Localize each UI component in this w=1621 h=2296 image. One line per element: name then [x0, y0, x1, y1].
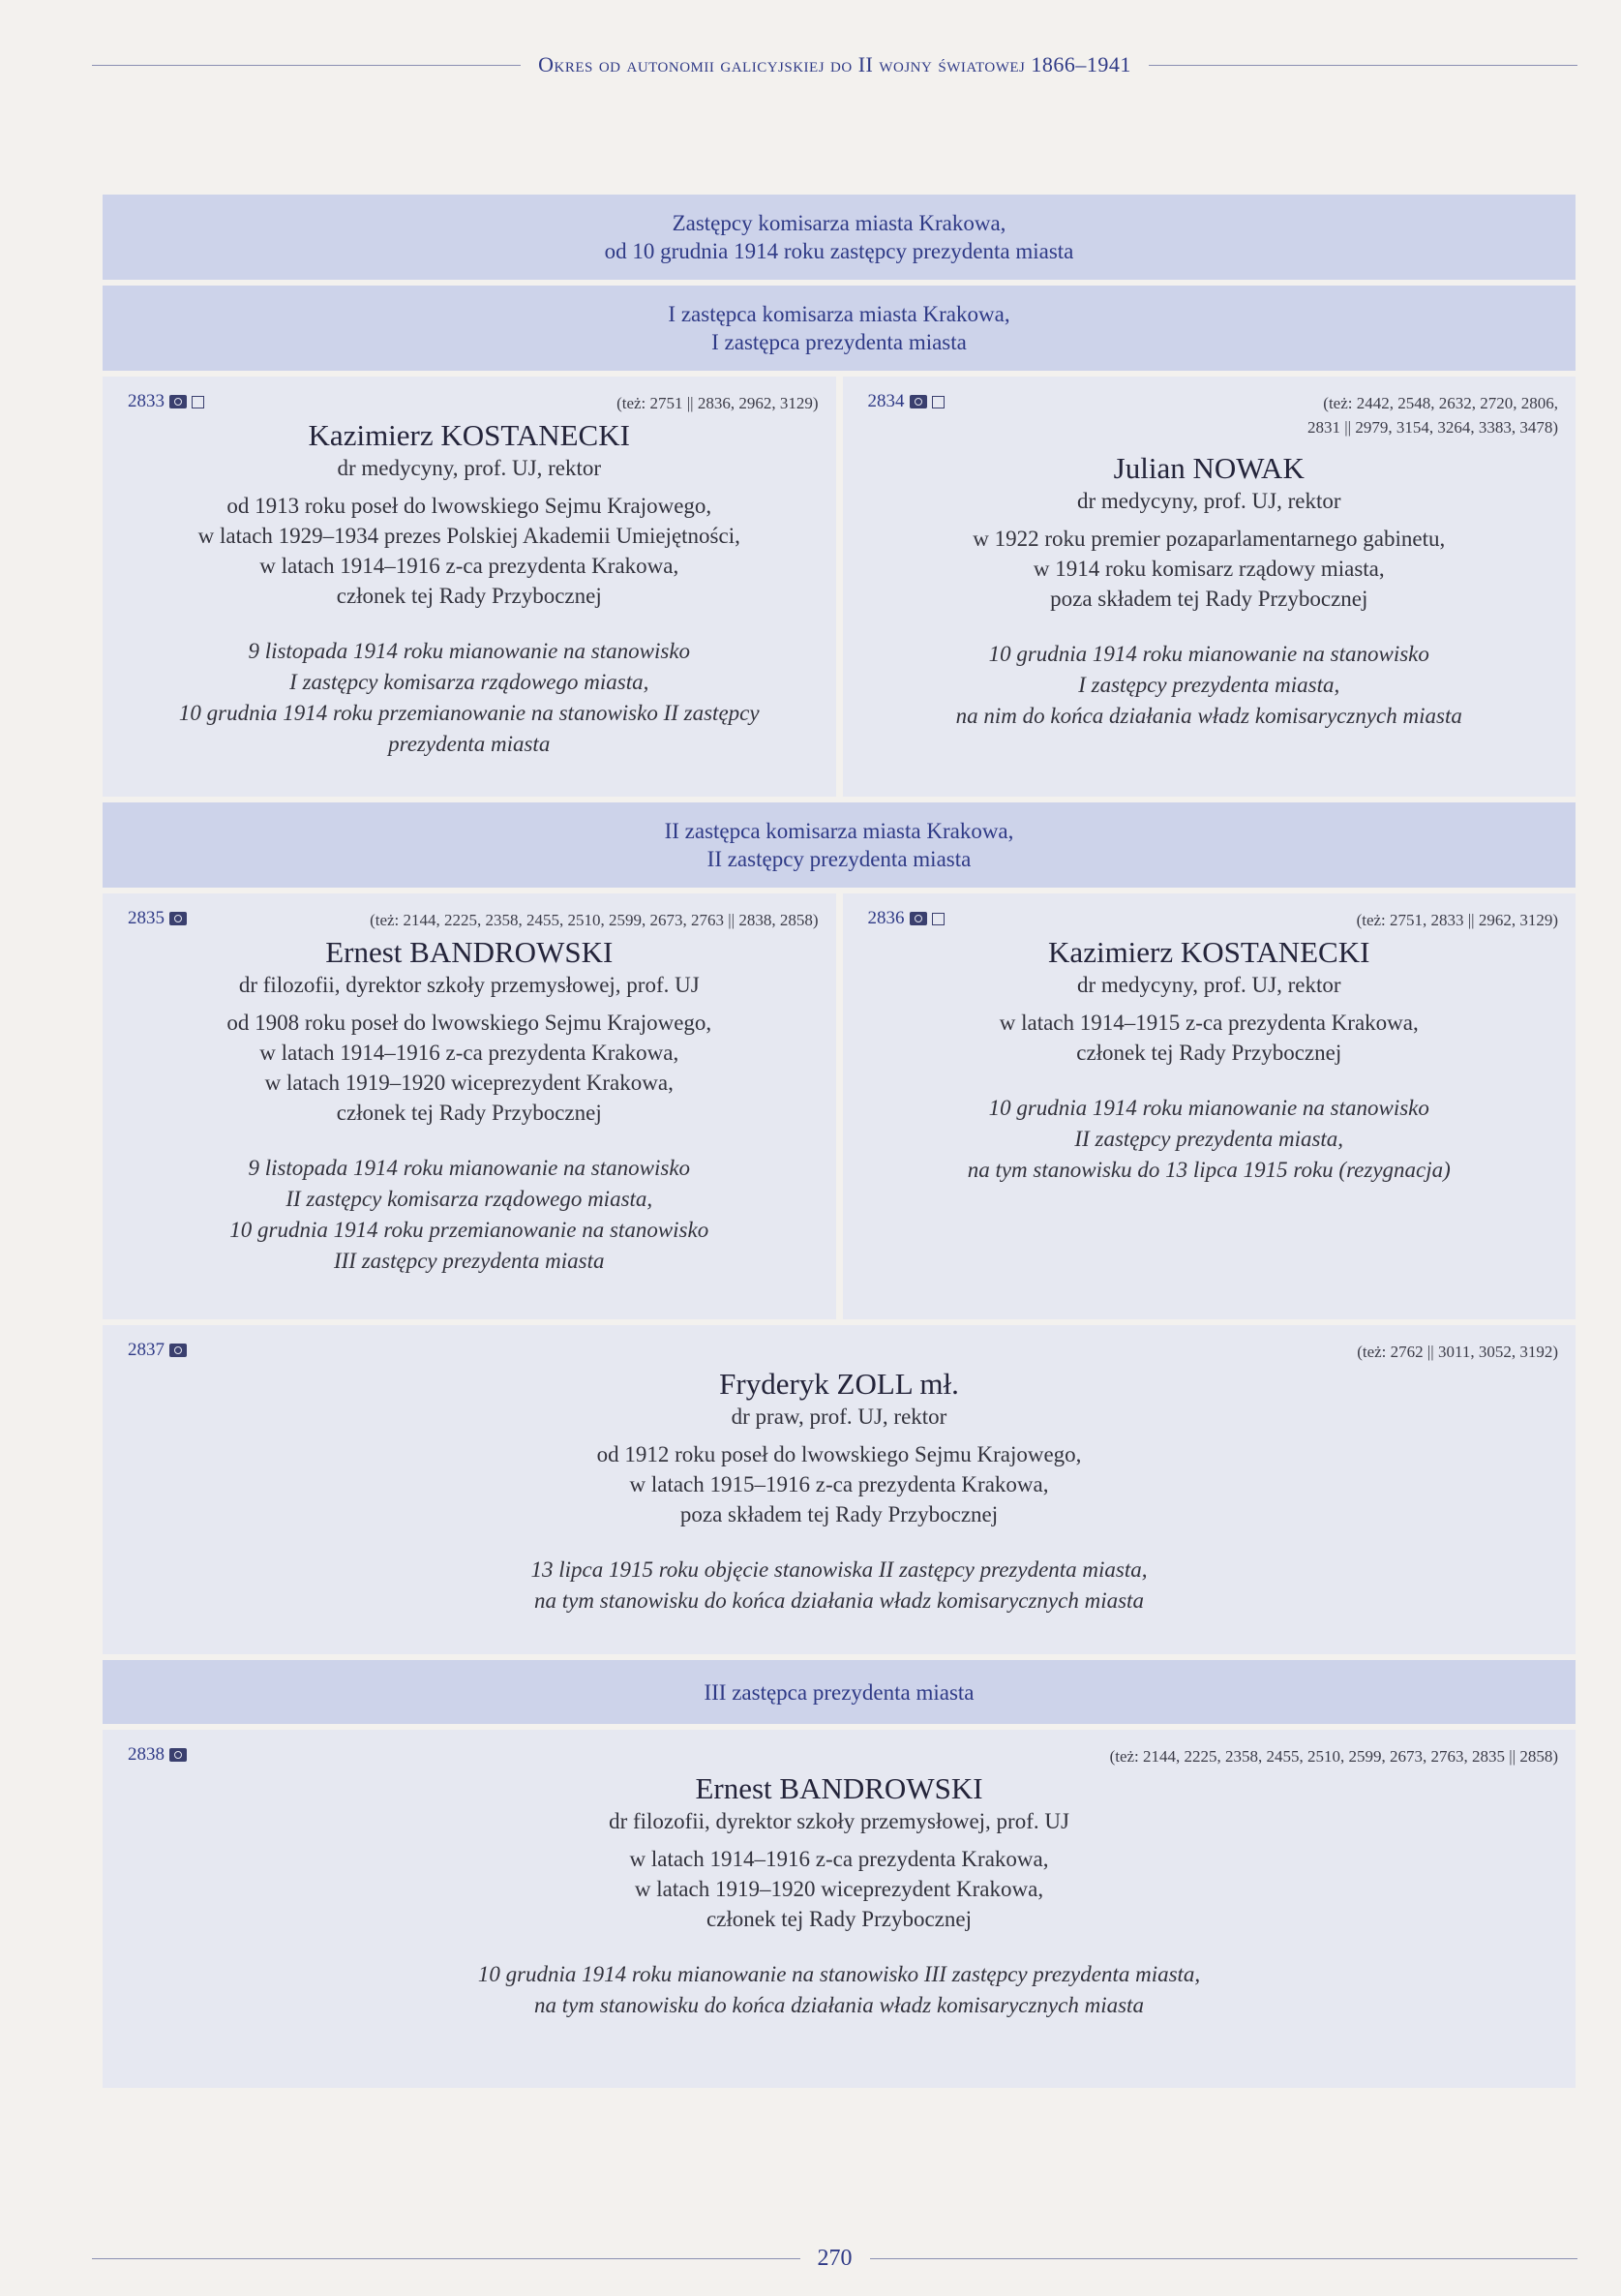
band-line: Zastępcy komisarza miasta Krakowa,	[672, 211, 1006, 235]
appointment-note: 13 lipca 1915 roku objęcie stanowiska II zastępcy prezydenta miasta, na tym stanowisku do końca działania władz komisarycznych miasta	[530, 1557, 1148, 1613]
cross-reference: (też: 2144, 2225, 2358, 2455, 2510, 2599, 2673, 2763 || 2838, 2858)	[370, 911, 819, 929]
section-band-deputies	[103, 195, 1576, 280]
appointment-note: 9 listopada 1914 roku mianowanie na stanowisko II zastępcy komisarza rządowego miasta, 10 grudnia 1914 roku przemianowanie na stanowisko III zastępcy prezydenta miasta	[229, 1156, 709, 1273]
header-rule-right	[1149, 65, 1577, 66]
person-description: w latach 1914–1915 z-ca prezydenta Krakowa, członek tej Rady Przybocznej	[999, 1011, 1419, 1065]
camera-icon	[169, 395, 187, 408]
appointment-note: 9 listopada 1914 roku mianowanie na stanowisko I zastępcy komisarza rządowego miasta, 10 grudnia 1914 roku przemianowanie na stanowisko II zastępcy prezydenta miasta	[178, 639, 760, 756]
appointment-note: 10 grudnia 1914 roku mianowanie na stanowisko III zastępcy prezydenta miasta, na tym stanowisku do końca działania władz komisarycznych miasta	[477, 1962, 1201, 2017]
footer-rule-left	[92, 2258, 800, 2259]
person-title: dr medycyny, prof. UJ, rektor	[1076, 973, 1341, 997]
camera-icon	[910, 395, 927, 408]
entries-row-second	[103, 893, 1576, 1319]
camera-icon	[169, 1344, 187, 1357]
person-description: w latach 1914–1916 z-ca prezydenta Krakowa, w latach 1919–1920 wiceprezydent Krakowa, członek tej Rady Przybocznej	[629, 1847, 1049, 1931]
page-footer	[92, 2246, 1577, 2272]
appointment-note: 10 grudnia 1914 roku mianowanie na stanowisko II zastępcy prezydenta miasta, na tym stanowisku do 13 lipca 1915 roku (rezygnacja)	[967, 1096, 1451, 1182]
person-description: od 1908 roku poseł do lwowskiego Sejmu Krajowego, w latach 1914–1916 z-ca prezydenta Krakowa, w latach 1919–1920 wiceprezydent Krakowa, członek tej Rady Przybocznej	[226, 1011, 712, 1125]
appointment-note: 10 grudnia 1914 roku mianowanie na stanowisko I zastępcy prezydenta miasta, na nim do końca działania władz komisarycznych miasta	[955, 642, 1462, 728]
square-icon	[932, 913, 945, 925]
person-name: Julian NOWAK	[1113, 451, 1305, 485]
header-title: Okres od autonomii galicyjskiej do II wojny światowej 1866–1941	[538, 52, 1131, 76]
square-icon	[932, 396, 945, 408]
person-name: Fryderyk ZOLL mł.	[719, 1367, 959, 1401]
band-line: I zastępca komisarza miasta Krakowa,	[668, 302, 1010, 326]
entry-number: 2834	[868, 391, 945, 412]
entry-2838	[103, 1730, 1576, 2088]
person-title: dr filozofii, dyrektor szkoły przemysłowej, prof. UJ	[609, 1809, 1069, 1833]
band-line: III zastępca prezydenta miasta	[704, 1679, 975, 1705]
entries-row-fourth	[103, 1730, 1576, 2088]
footer-rule-right	[870, 2258, 1578, 2259]
entry-number: 2833	[128, 391, 204, 412]
main-content	[103, 195, 1576, 2088]
camera-icon	[910, 912, 927, 925]
entry-number: 2835	[128, 908, 187, 929]
entry-2833	[103, 377, 836, 797]
camera-icon	[169, 912, 187, 925]
band-line: II zastępcy prezydenta miasta	[706, 847, 972, 871]
entry-2834	[843, 377, 1576, 797]
band-line: II zastępca komisarza miasta Krakowa,	[664, 819, 1014, 843]
person-title: dr filozofii, dyrektor szkoły przemysłowej, prof. UJ	[238, 973, 700, 997]
entry-number: 2838	[128, 1744, 187, 1766]
entry-2835	[103, 893, 836, 1319]
entry-2837	[103, 1325, 1576, 1654]
section-band-third-deputy	[103, 1660, 1576, 1724]
section-band-first-deputy	[103, 286, 1576, 371]
header-rule-left	[92, 65, 521, 66]
person-title: dr praw, prof. UJ, rektor	[731, 1405, 947, 1429]
cross-reference: (też: 2762 || 3011, 3052, 3192)	[1357, 1343, 1558, 1361]
entries-row-first	[103, 377, 1576, 797]
person-name: Kazimierz KOSTANECKI	[308, 418, 630, 452]
page-number: 270	[817, 2246, 853, 2271]
cross-reference: (też: 2144, 2225, 2358, 2455, 2510, 2599, 2673, 2763, 2835 || 2858)	[1109, 1747, 1558, 1766]
person-description: od 1912 roku poseł do lwowskiego Sejmu Krajowego, w latach 1915–1916 z-ca prezydenta Krakowa, poza składem tej Rady Przybocznej	[596, 1442, 1082, 1526]
camera-icon	[169, 1748, 187, 1762]
entry-number: 2837	[128, 1340, 187, 1361]
cross-reference: (też: 2442, 2548, 2632, 2720, 2806, 2831 || 2979, 3154, 3264, 3383, 3478)	[1307, 394, 1558, 437]
person-name: Kazimierz KOSTANECKI	[1048, 935, 1370, 969]
person-name: Ernest BANDROWSKI	[325, 935, 614, 969]
cross-reference: (też: 2751, 2833 || 2962, 3129)	[1356, 911, 1558, 929]
person-name: Ernest BANDROWSKI	[695, 1771, 983, 1805]
person-description: w 1922 roku premier pozaparlamentarnego gabinetu, w 1914 roku komisarz rządowy miasta, poza składem tej Rady Przybocznej	[973, 527, 1446, 611]
section-band-second-deputy	[103, 802, 1576, 888]
entry-number: 2836	[868, 908, 945, 929]
entries-row-third	[103, 1325, 1576, 1654]
entry-2836	[843, 893, 1576, 1319]
band-line: od 10 grudnia 1914 roku zastępcy prezydenta miasta	[604, 239, 1074, 263]
cross-reference: (też: 2751 || 2836, 2962, 3129)	[616, 394, 819, 412]
band-line: I zastępca prezydenta miasta	[711, 330, 967, 354]
person-description: od 1913 roku poseł do lwowskiego Sejmu Krajowego, w latach 1929–1934 prezes Polskiej Akademii Umiejętności, w latach 1914–1916 z-ca prezydenta Krakowa, członek tej Rady Przybocznej	[197, 494, 740, 608]
person-title: dr medycyny, prof. UJ, rektor	[1076, 489, 1341, 513]
person-title: dr medycyny, prof. UJ, rektor	[337, 456, 602, 480]
running-header	[92, 52, 1577, 77]
square-icon	[192, 396, 204, 408]
